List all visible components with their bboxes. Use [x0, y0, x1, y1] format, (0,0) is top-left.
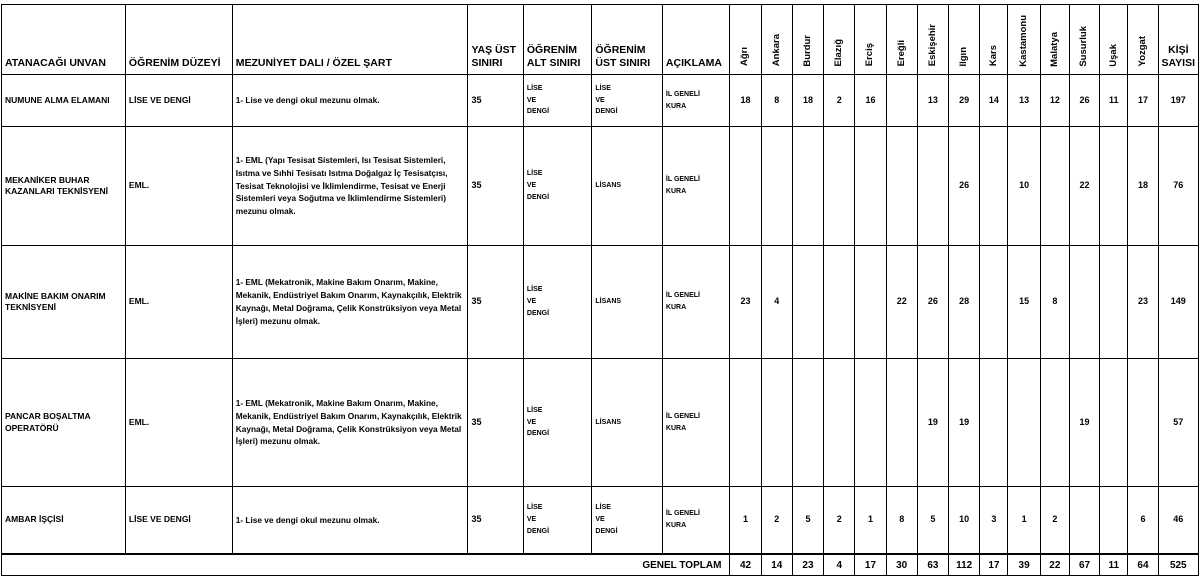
education-max-line: DENGİ: [595, 527, 618, 535]
header-city-label: Ereğli: [895, 39, 907, 67]
city-count: [886, 359, 917, 487]
age-limit: 35: [468, 487, 523, 555]
header-edu-min: ÖĞRENİM ALT SINIRI: [523, 5, 592, 75]
table-row: [2, 487, 1199, 555]
city-count: [1128, 359, 1158, 487]
city-count: [886, 127, 917, 246]
education-min-line: VE: [526, 96, 537, 104]
header-level: ÖĞRENİM DÜZEYİ: [125, 5, 232, 75]
header-city-label: Ilgın: [957, 46, 969, 67]
city-count: 19: [949, 359, 980, 487]
description-line: KURA: [665, 304, 687, 311]
education-min-line: LİSE: [526, 170, 543, 178]
description-line: KURA: [665, 188, 687, 195]
education-min-line: DENGİ: [526, 527, 550, 535]
education-min: [523, 246, 592, 359]
city-count: [855, 246, 886, 359]
education-max-line: VE: [595, 516, 605, 524]
city-count: [824, 359, 855, 487]
education-min-line: VE: [526, 182, 537, 190]
graduation-field: 1- Lise ve dengi okul mezunu olmak.: [232, 75, 468, 127]
grand-total: 525: [1158, 554, 1198, 576]
header-city: [949, 5, 980, 75]
header-field: MEZUNİYET DALI / ÖZEL ŞART: [232, 5, 468, 75]
total-label: GENEL TOPLAM: [2, 554, 730, 576]
city-count: [730, 359, 761, 487]
city-count: [824, 127, 855, 246]
header-city-label: Elazığ: [833, 38, 845, 67]
city-count: 1: [1008, 487, 1040, 555]
city-count: 8: [886, 487, 917, 555]
position-title: NUMUNE ALMA ELAMANI: [2, 75, 126, 127]
education-min-line: VE: [526, 298, 537, 306]
city-count: 10: [1008, 127, 1040, 246]
city-count: [917, 127, 948, 246]
description: [662, 246, 730, 359]
description-line: İL GENELİ: [665, 90, 701, 98]
header-title: ATANACAĞI UNVAN: [2, 5, 126, 75]
education-level: LİSE VE DENGİ: [125, 75, 232, 127]
description: [662, 359, 730, 487]
city-count: [855, 127, 886, 246]
city-count: 10: [949, 487, 980, 555]
city-count: 26: [949, 127, 980, 246]
description: [662, 487, 730, 555]
header-city: [886, 5, 917, 75]
city-count: 17: [1128, 75, 1158, 127]
education-level: EML.: [125, 359, 232, 487]
header-city: [1128, 5, 1158, 75]
age-limit: 35: [468, 75, 523, 127]
education-max-line: VE: [595, 96, 605, 104]
city-count: 18: [792, 75, 823, 127]
header-city-label: Ankara: [770, 34, 782, 67]
age-limit: 35: [468, 359, 523, 487]
city-count: [792, 246, 823, 359]
row-total: 76: [1158, 127, 1198, 246]
education-min-line: LİSE: [526, 406, 543, 414]
description-line: KURA: [665, 522, 687, 529]
education-min-line: DENGİ: [526, 430, 550, 438]
city-count: 26: [1069, 75, 1099, 127]
education-min-line: LİSE: [526, 84, 543, 92]
position-title: PANCAR BOŞALTMA OPERATÖRÜ: [2, 359, 126, 487]
education-min: [523, 75, 592, 127]
header-city: [1008, 5, 1040, 75]
total-row: [2, 554, 1199, 576]
education-min-line: DENGİ: [526, 309, 550, 317]
city-count: 13: [917, 75, 948, 127]
row-total: 149: [1158, 246, 1198, 359]
city-count: 2: [824, 487, 855, 555]
city-count: [980, 127, 1008, 246]
city-count: 11: [1100, 75, 1128, 127]
city-count: [761, 359, 792, 487]
city-count: [1040, 127, 1069, 246]
header-city-label: Malatya: [1048, 31, 1060, 67]
row-total: 197: [1158, 75, 1198, 127]
city-count: 8: [1040, 246, 1069, 359]
city-count: [1069, 487, 1099, 555]
city-count: 3: [980, 487, 1008, 555]
age-limit: 35: [468, 127, 523, 246]
city-count: [1069, 246, 1099, 359]
header-city: [761, 5, 792, 75]
header-city-label: Kars: [987, 45, 999, 67]
education-max-line: LİSE: [595, 504, 611, 512]
education-max: [592, 127, 663, 246]
education-max: [592, 487, 663, 555]
education-min-line: VE: [526, 516, 537, 524]
position-title: AMBAR İŞÇİSİ: [2, 487, 126, 555]
city-count: 1: [730, 487, 761, 555]
city-count: 4: [761, 246, 792, 359]
city-count: [792, 127, 823, 246]
city-total: 63: [917, 554, 948, 576]
education-level: EML.: [125, 127, 232, 246]
header-row: [2, 5, 1199, 75]
graduation-field: 1- EML (Yapı Tesisat Sistemleri, Isı Tesisat Sistemleri, Isıtma ve Sıhhi Tesisatı Isıtma Doğalgaz İç Tesisatçısı, Tesisat Teknolojisi ve İklimlendirme, Tesisat ve Enerji Sistemleri veya Soğutma ve İklimlendirme Sistemleri) mezunu olmak.: [232, 127, 468, 246]
city-count: [980, 246, 1008, 359]
description: [662, 127, 730, 246]
education-max-line: LİSE: [595, 84, 611, 92]
row-total: 46: [1158, 487, 1198, 555]
city-total: 22: [1040, 554, 1069, 576]
education-min-line: DENGİ: [526, 193, 550, 201]
city-count: 1: [855, 487, 886, 555]
table-row: [2, 127, 1199, 246]
header-note: AÇIKLAMA: [662, 5, 730, 75]
table-row: [2, 246, 1199, 359]
header-city-label: Susurluk: [1078, 25, 1090, 67]
city-count: 14: [980, 75, 1008, 127]
city-count: 23: [1128, 246, 1158, 359]
city-count: 2: [1040, 487, 1069, 555]
city-total: 112: [949, 554, 980, 576]
education-max-line: LİSANS: [595, 298, 622, 306]
city-count: 18: [1128, 127, 1158, 246]
education-min-line: VE: [526, 418, 537, 426]
city-count: [761, 127, 792, 246]
header-city-label: Burdur: [801, 34, 813, 67]
age-limit: 35: [468, 246, 523, 359]
table-row: [2, 75, 1199, 127]
education-max: [592, 359, 663, 487]
city-count: [1100, 487, 1128, 555]
row-total: 57: [1158, 359, 1198, 487]
education-level: LİSE VE DENGİ: [125, 487, 232, 555]
education-min: [523, 359, 592, 487]
header-city: [980, 5, 1008, 75]
city-count: 18: [730, 75, 761, 127]
city-count: 8: [761, 75, 792, 127]
description-line: İL GENELİ: [665, 176, 701, 184]
city-total: 67: [1069, 554, 1099, 576]
city-count: [1100, 127, 1128, 246]
city-count: 2: [824, 75, 855, 127]
graduation-field: 1- Lise ve dengi okul mezunu olmak.: [232, 487, 468, 555]
city-count: 22: [1069, 127, 1099, 246]
city-count: [886, 75, 917, 127]
city-total: 42: [730, 554, 761, 576]
city-count: 19: [1069, 359, 1099, 487]
header-city-label: Yozgat: [1136, 35, 1148, 67]
header-edu-max: ÖĞRENİM ÜST SINIRI: [592, 5, 663, 75]
education-max: [592, 246, 663, 359]
city-count: 29: [949, 75, 980, 127]
city-count: 5: [917, 487, 948, 555]
education-min: [523, 487, 592, 555]
education-min-line: DENGİ: [526, 108, 550, 116]
description-line: KURA: [665, 424, 687, 432]
education-min: [523, 127, 592, 246]
header-city-label: Ağrı: [739, 47, 751, 67]
header-city: [824, 5, 855, 75]
header-city: [730, 5, 761, 75]
header-city: [1100, 5, 1128, 75]
header-city: [792, 5, 823, 75]
table-row: [2, 359, 1199, 487]
graduation-field: 1- EML (Mekatronik, Makine Bakım Onarım, Makine, Mekanik, Endüstriyel Bakım Onarım, Kaynakçılık, Elektrik Kaynağı, Metal Doğrama, Çelik Konstrüksiyon veya Metal İşleri) mezunu olmak.: [232, 246, 468, 359]
city-count: 16: [855, 75, 886, 127]
header-city: [1040, 5, 1069, 75]
city-count: 23: [730, 246, 761, 359]
position-title: MEKANİKER BUHAR KAZANLARI TEKNİSYENİ: [2, 127, 126, 246]
city-count: [1100, 359, 1128, 487]
description-line: İL GENELİ: [665, 412, 701, 420]
city-total: 23: [792, 554, 823, 576]
header-city-label: Uşak: [1107, 43, 1119, 67]
city-count: 12: [1040, 75, 1069, 127]
education-level: EML.: [125, 246, 232, 359]
header-city: [855, 5, 886, 75]
city-count: [792, 359, 823, 487]
header-city-label: Erciş: [864, 43, 876, 67]
city-count: [1008, 359, 1040, 487]
education-min-line: LİSE: [526, 504, 543, 512]
staffing-table: [1, 4, 1199, 576]
city-count: 19: [917, 359, 948, 487]
city-total: 11: [1100, 554, 1128, 576]
city-count: [730, 127, 761, 246]
city-count: 2: [761, 487, 792, 555]
description-line: İL GENELİ: [665, 510, 701, 518]
city-total: 30: [886, 554, 917, 576]
city-count: [1100, 246, 1128, 359]
city-count: 13: [1008, 75, 1040, 127]
city-count: [1040, 359, 1069, 487]
city-total: 4: [824, 554, 855, 576]
city-count: 22: [886, 246, 917, 359]
city-count: 6: [1128, 487, 1158, 555]
city-count: 15: [1008, 246, 1040, 359]
description-line: İL GENELİ: [665, 292, 701, 300]
city-total: 17: [980, 554, 1008, 576]
city-count: 5: [792, 487, 823, 555]
header-age: YAŞ ÜST SINIRI: [468, 5, 523, 75]
city-total: 17: [855, 554, 886, 576]
header-city: [1069, 5, 1099, 75]
description-line: KURA: [665, 102, 687, 110]
education-max-line: LİSANS: [595, 182, 622, 190]
city-total: 64: [1128, 554, 1158, 576]
city-count: [855, 359, 886, 487]
header-city-label: Kastamonu: [1017, 14, 1029, 67]
header-total: KİŞİ SAYISI: [1158, 5, 1198, 75]
city-count: [824, 246, 855, 359]
city-total: 39: [1008, 554, 1040, 576]
city-total: 14: [761, 554, 792, 576]
description: [662, 75, 730, 127]
city-count: [980, 359, 1008, 487]
table-body: [2, 75, 1199, 555]
city-count: 26: [917, 246, 948, 359]
header-city-label: Eskişehir: [926, 24, 938, 67]
education-min-line: LİSE: [526, 286, 543, 294]
city-count: 28: [949, 246, 980, 359]
education-max-line: LİSANS: [595, 418, 622, 426]
position-title: MAKİNE BAKIM ONARIM TEKNİSYENİ: [2, 246, 126, 359]
education-max-line: DENGİ: [595, 108, 618, 116]
graduation-field: 1- EML (Mekatronik, Makine Bakım Onarım, Makine, Mekanik, Endüstriyel Bakım Onarım, Kaynakçılık, Elektrik Kaynağı, Metal Doğrama, Çelik Konstrüksiyon veya Metal İşleri) mezunu olmak.: [232, 359, 468, 487]
header-city: [917, 5, 948, 75]
education-max: [592, 75, 663, 127]
